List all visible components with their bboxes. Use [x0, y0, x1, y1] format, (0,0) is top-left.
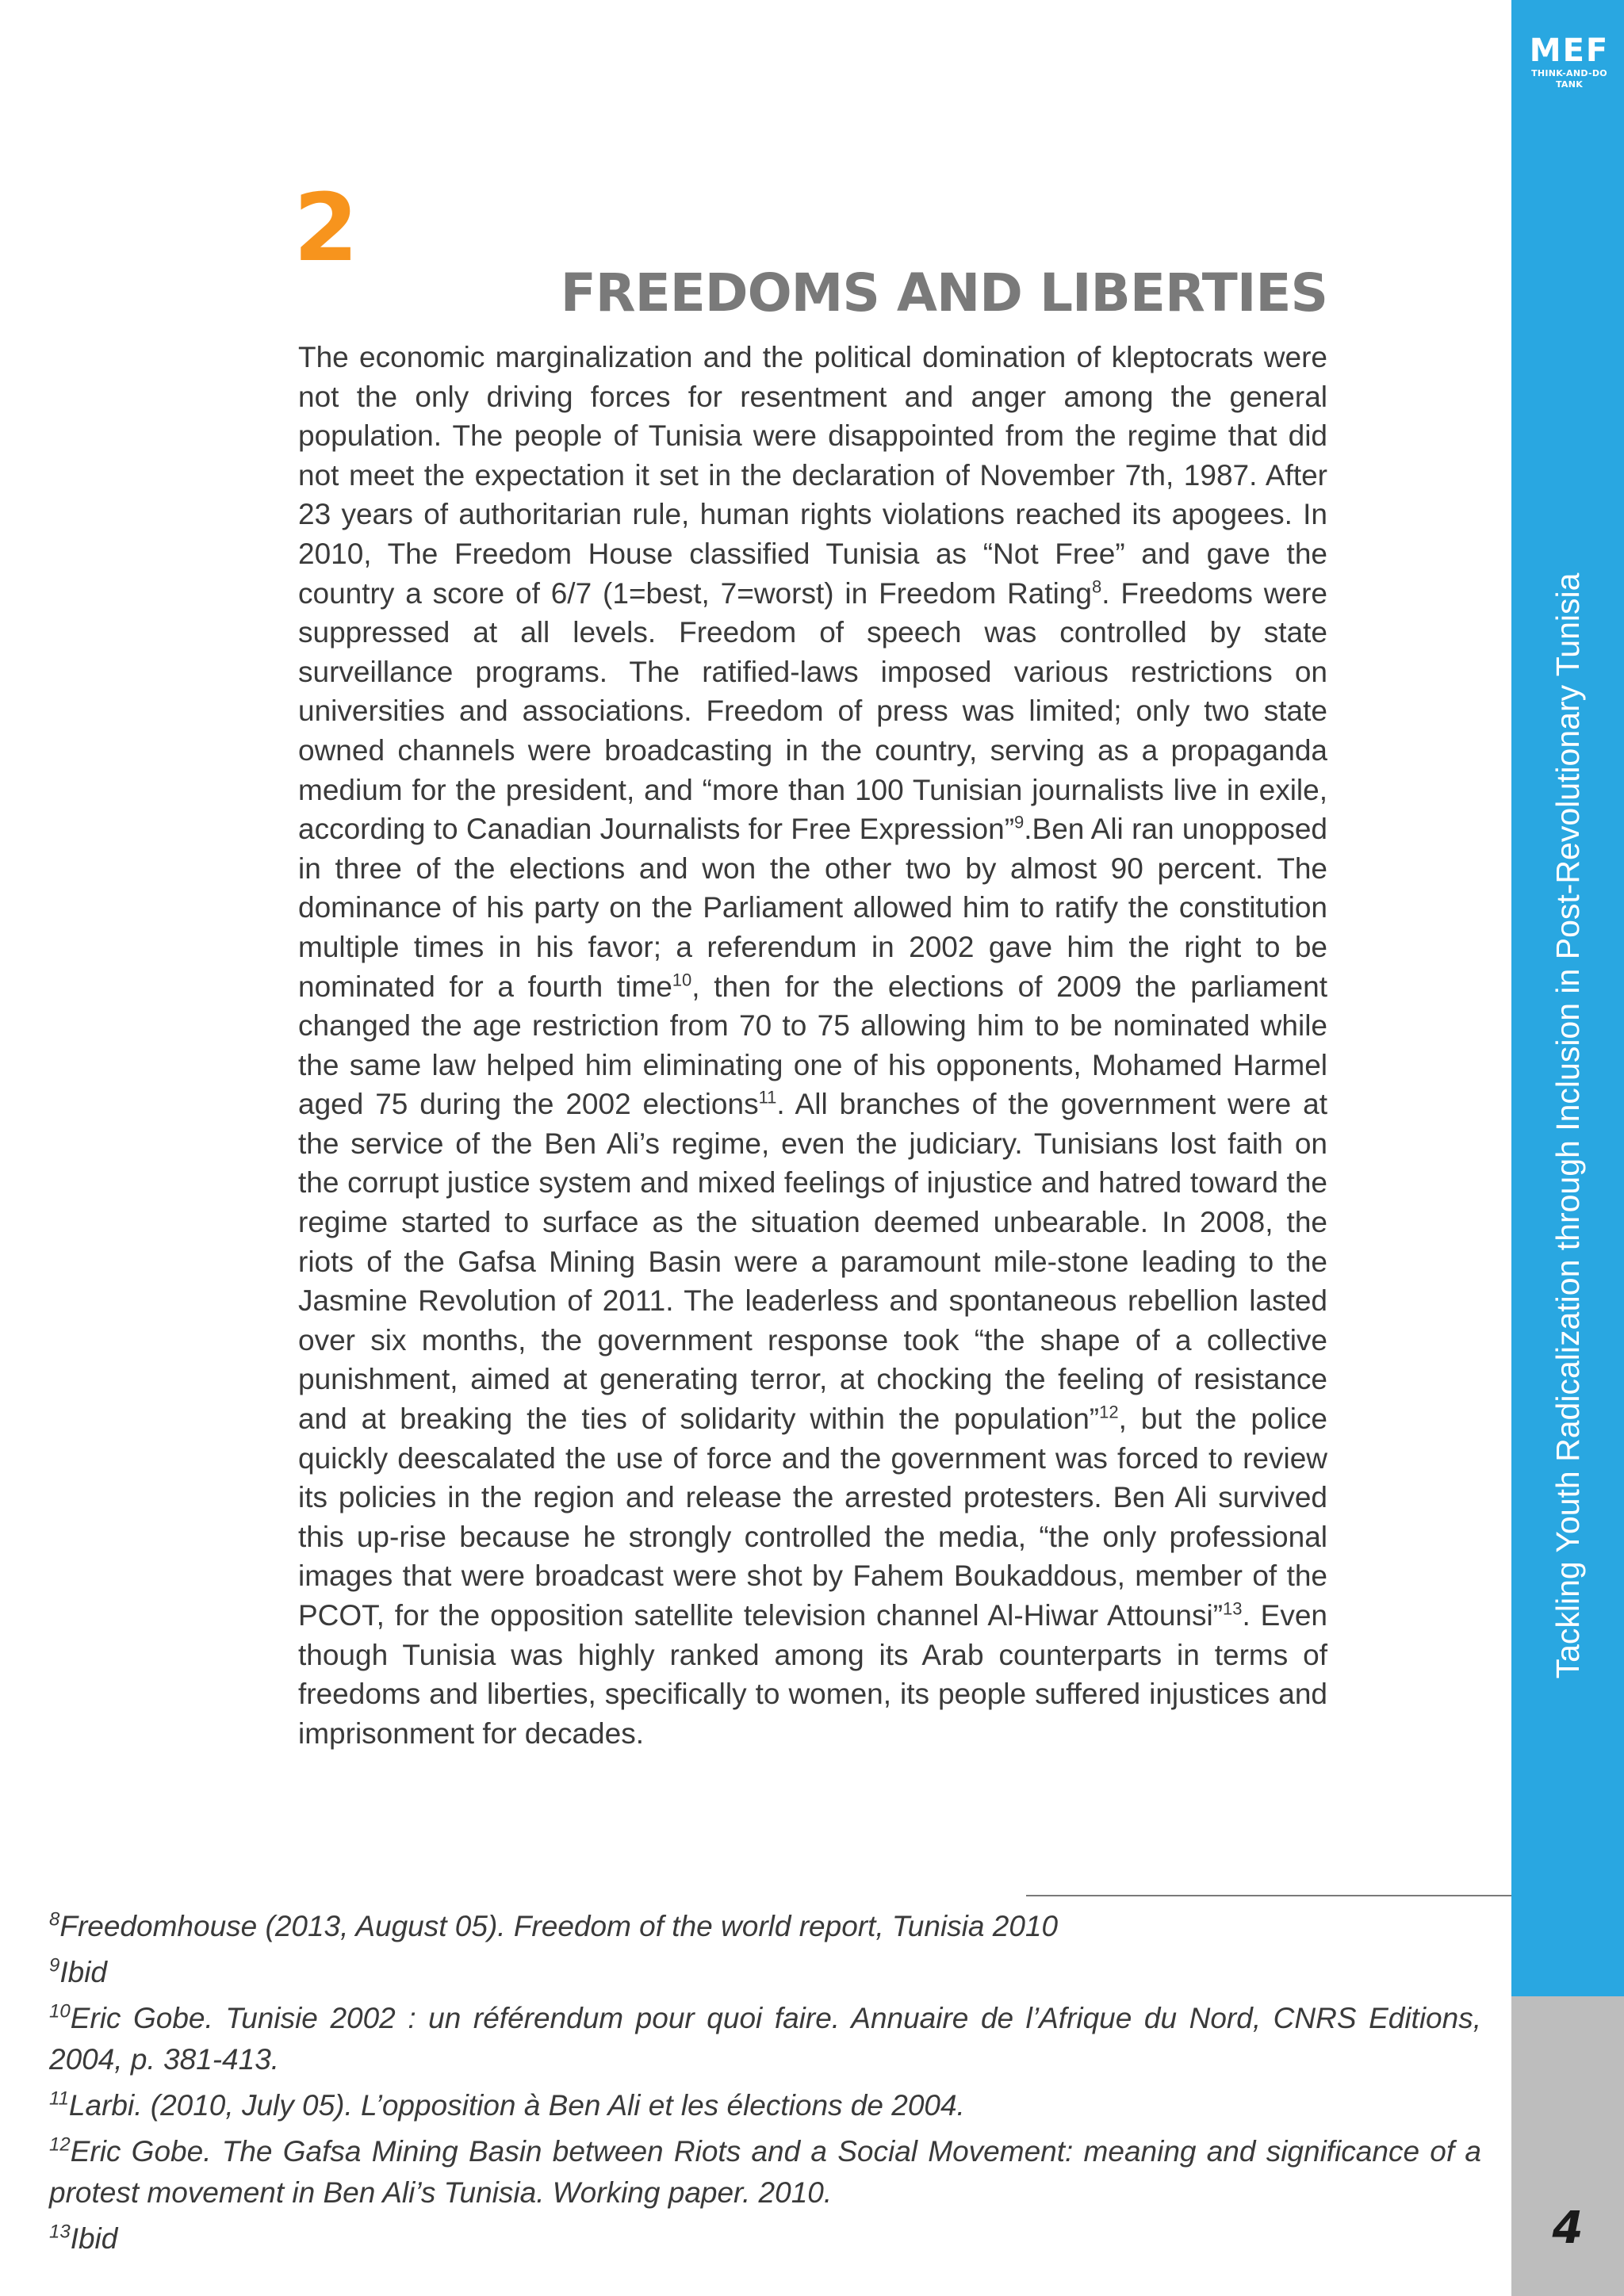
footnote-number: 11 — [49, 2087, 69, 2110]
chapter-title: FREEDOMS AND LIBERTIES — [560, 262, 1327, 323]
body-text-segment: . Freedoms were suppressed at all levels. Freedom of speech was controlled by state surveillance programs. The ratified-laws imposed various restrictions on universities and associations. Freedom of press was limited; only two state owned channels were broadcasting in the country, serving as a propaganda medium for the president, and “more than 100 Tunisian journalists live in exile, according to Canadian Journalists for Free Expression” — [298, 576, 1327, 846]
footnote-text: Eric Gobe. The Gafsa Mining Basin between Riots and a Social Movement: meaning and significance of a protest movement in Ben Ali’s Tunisia. Working paper. 2010. — [49, 2135, 1481, 2209]
body-text-segment: , but the police quickly deescalated the use of force and the government was forced to review its policies in the region and release the arrested protesters. Ben Ali survived this up-rise because he strongly controlled the media, “the only professional images that were broadcast were shot by Fahem Boukaddous, member of the PCOT, for the opposition satellite television channel Al-Hiwar Attounsi” — [298, 1402, 1327, 1632]
footnote-ref[interactable]: 9 — [1014, 812, 1025, 832]
body-text-segment: . All branches of the government were at the service of the Ben Ali’s regime, even the judiciary. Tunisians lost faith on the corrupt justice system and mixed feelings of injustice and hatred toward the regime started to surface as the situation deemed unbearable. In 2008, the riots of the Gafsa Mining Basin were a paramount mile-stone leading to the Jasmine Revolution of 2011. The leaderless and spontaneous rebellion lasted over six months, the government response took “the shape of a collective punishment, aimed at generating terror, at chocking the feeling of resistance and at breaking the ties of solidarity within the population” — [298, 1088, 1327, 1436]
footnote-text: Ibid — [59, 1956, 108, 1988]
footnote-ref[interactable]: 11 — [758, 1087, 777, 1108]
footnote-text: Eric Gobe. Tunisie 2002 : un référendum pour quoi faire. Annuaire de l’Afrique du Nord, CNRS Editions, 2004, p. 381-413. — [49, 2002, 1481, 2076]
body-paragraph — [298, 338, 1327, 1753]
footnote-text: Ibid — [70, 2222, 118, 2255]
footnote — [49, 1906, 1481, 1947]
footnote-number: 9 — [49, 1954, 60, 1976]
footnote-text: Freedomhouse (2013, August 05). Freedom of the world report, Tunisia 2010 — [59, 1910, 1059, 1942]
footnote-number: 8 — [49, 1908, 60, 1931]
footnote — [49, 2085, 1481, 2126]
footnote-divider — [1026, 1895, 1511, 1896]
document-title-vertical: Tackling Youth Radicalization through Inclusion in Post-Revolutionary Tunisia — [1549, 572, 1586, 1679]
body-text-segment: .Ben Ali ran unopposed in three of the elections and won the other two by almost 90 percent. The dominance of his party on the Parliament allowed him to ratify the constitution multiple times in his favor; a referendum in 2002 gave him the right to be nominated for a fourth time — [298, 813, 1327, 1003]
page-number: 4 — [1552, 2202, 1584, 2254]
footnote — [49, 1952, 1481, 1993]
footnote-ref[interactable]: 8 — [1091, 576, 1102, 597]
footnote-ref[interactable]: 13 — [1223, 1598, 1243, 1619]
footnote-ref[interactable]: 12 — [1099, 1402, 1119, 1422]
footnote-number: 10 — [49, 2000, 71, 2022]
body-text-segment: The economic marginalization and the political domination of kleptocrats were not the only driving forces for resentment and anger among the general population. The people of Tunisia were disappointed from the regime that did not meet the expectation it set in the declaration of November 7th, 1987. After 23 years of authoritarian rule, human rights violations reached its apogees. In 2010, The Freedom House classified Tunisia as “Not Free” and gave the country a score of 6/7 (1=best, 7=worst) in Freedom Rating — [298, 341, 1327, 610]
body-text-segment: . Even though Tunisia was highly ranked among its Arab counterparts in terms of freedoms and liberties, specifically to women, its people suffered injustices and imprisonment for decades. — [298, 1599, 1327, 1750]
footnote-number: 13 — [49, 2221, 71, 2243]
footnote-ref[interactable]: 10 — [672, 970, 692, 990]
footnote — [49, 2218, 1481, 2260]
footnote-number: 12 — [49, 2133, 71, 2156]
chapter-number: 2 — [293, 173, 359, 282]
body-text-segment: , then for the elections of 2009 the parliament changed the age restriction from 70 to 75 allowing him to be nominated while the same law helped him eliminating one of his opponents, Mohamed Harmel aged 75 during the 2002 elections — [298, 970, 1327, 1121]
logo-tagline: THINK-AND-DO TANK — [1531, 68, 1607, 90]
footnote — [49, 1998, 1481, 2080]
footnotes — [49, 1906, 1481, 2264]
mef-logo — [1522, 33, 1616, 90]
footnote-text: Larbi. (2010, July 05). L’opposition à Ben Ali et les élections de 2004. — [68, 2089, 965, 2122]
footnote — [49, 2131, 1481, 2214]
logo-mark: MEF — [1529, 33, 1610, 69]
